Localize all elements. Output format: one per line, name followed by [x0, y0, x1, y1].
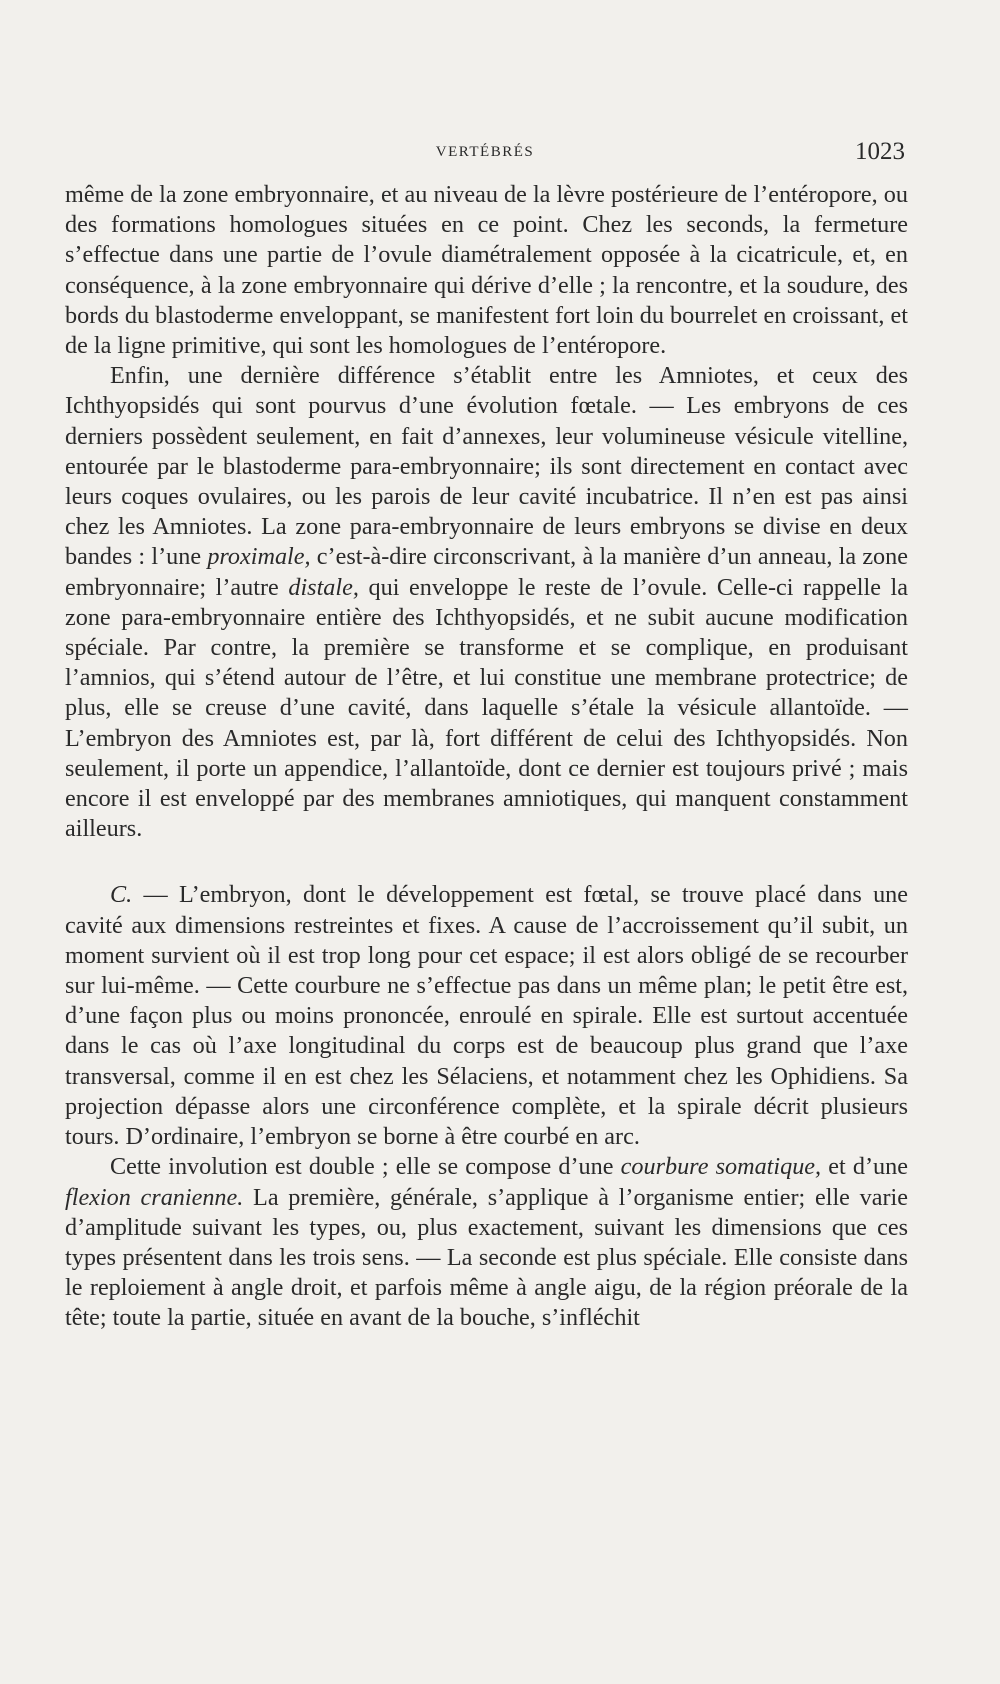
- body-text: [65, 180, 908, 1334]
- paragraph-2-text-b: c’est-à-dire circonscrivant, à la manière d’un anneau, la zone embryonnaire; l’autre: [65, 543, 908, 601]
- paragraph-1-text: même de la zone embryonnaire, et au niveau de la lèvre postérieure de l’entéropore, ou des formations homologues situées en ce point. Chez les seconds, la fermeture s’effectue dans une partie de l’ovule diamétralement opposée à la cicatricule, et, en conséquence, à la zone embryonnaire qui dérive d’elle ; la rencontre, et la soudure, des bords du blastoderme enveloppant, se manifestent fort loin du bourrelet en croissant, et de la ligne primitive, qui sont les homologues de l’entéropore.: [65, 181, 908, 360]
- section-label: C.: [110, 881, 133, 909]
- paragraph-2: [65, 361, 908, 844]
- term-flexion-cranienne: flexion cranienne.: [65, 1183, 244, 1211]
- paragraph-1: [65, 180, 908, 361]
- paragraph-4-text-b: et d’une: [821, 1153, 908, 1181]
- term-distale: distale,: [288, 573, 359, 601]
- page-header: [65, 138, 905, 168]
- paragraph-2-text-c: qui enveloppe le reste de l’ovule. Celle-ci rappelle la zone para-embryonnaire entière des Ichthyopsidés, et ne subit aucune modification spéciale. Par contre, la première se transforme et se complique, en produisant l’amnios, qui s’étend autour de l’être, et lui constitue une membrane protectrice; de plus, elle se creuse d’une cavité, dans laquelle s’étale la vésicule allantoïde. — L’embryon des Amniotes est, par là, fort différent de celui des Ichthyopsidés. Non seulement, il porte un appendice, l’allantoïde, dont ce dernier est toujours privé ; mais encore il est enveloppé par des membranes amniotiques, qui manquent constamment ailleurs.: [65, 573, 908, 843]
- paragraph-4-text-a: Cette involution est double ; elle se compose d’une: [110, 1153, 621, 1181]
- paragraph-2-text-a: Enfin, une dernière différence s’établit entre les Amniotes, et ceux des Ichthyopsidés qui sont pourvus d’une évolution fœtale. — Les embryons de ces derniers possèdent seulement, en fait d’annexes, leur volumineuse vésicule vitelline, entourée par le blastoderme para-embryonnaire; ils sont directement en contact avec leurs coques ovulaires, ou les parois de leur cavité incubatrice. Il n’en est pas ainsi chez les Amniotes. La zone para-embryonnaire de leurs embryons se divise en deux bandes : l’une: [65, 362, 908, 571]
- paragraph-4: [65, 1152, 908, 1333]
- page-number: 1023: [855, 138, 905, 165]
- term-proximale: proximale,: [207, 543, 311, 571]
- term-courbure-somatique: courbure somatique,: [620, 1153, 822, 1181]
- paragraph-3: [65, 880, 908, 1152]
- paragraph-3-text: — L’embryon, dont le développement est fœtal, se trouve placé dans une cavité aux dimensions restreintes et fixes. A cause de l’accroissement qu’il subit, un moment survient où il est trop long pour cet espace; il est alors obligé de se recourber sur lui-même. — Cette courbure ne s’effectue pas dans un même plan; le petit être est, d’une façon plus ou moins prononcée, enroulé en spirale. Elle est surtout accentuée dans le cas où l’axe longitudinal du corps est de beaucoup plus grand que l’axe transversal, comme il en est chez les Sélaciens, et notamment chez les Ophidiens. Sa projection dépasse alors une circonférence complète, et la spirale décrit plusieurs tours. D’ordinaire, l’embryon se borne à être courbé en arc.: [65, 881, 908, 1151]
- paragraph-4-text-c: La première, générale, s’applique à l’organisme entier; elle varie d’amplitude suivant les types, ou, plus exactement, suivant les dimensions que ces types présentent dans les trois sens. — La seconde est plus spéciale. Elle consiste dans le reploiement à angle droit, et parfois même à angle aigu, de la région préorale de la tête; toute la partie, située en avant de la bouche, s’infléchit: [65, 1183, 908, 1332]
- running-title: VERTÉBRÉS: [435, 144, 535, 160]
